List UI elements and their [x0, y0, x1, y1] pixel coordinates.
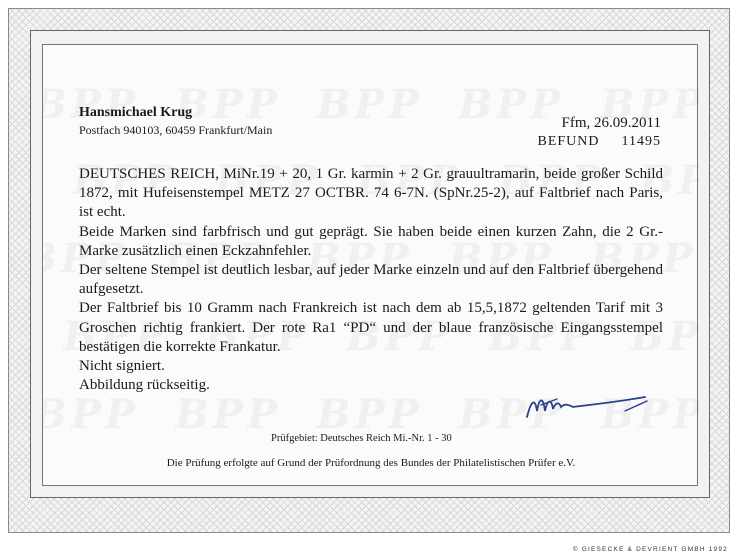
body-paragraph: Nicht signiert.	[79, 358, 165, 375]
body-paragraph: DEUTSCHES REICH, MiNr.19 + 20, 1 Gr. karmin + 2 Gr. grauultramarin, beide großer Schild 1872, mit Hufeisenstempel METZ 27 OCTBR. 74 6-7N. (SpNr.25-2), auf Faltbrief nach Paris, ist echt.	[79, 166, 663, 221]
footer-statement: Die Prüfung erfolgte auf Grund der Prüfordnung des Bundes der Philatelistischen Prüfer e.V.	[166, 457, 576, 469]
certificate-panel	[42, 44, 698, 486]
certificate-content	[43, 45, 699, 487]
pruefgebiet-line: Prüfgebiet: Deutsches Reich Mi.-Nr. 1 - 30	[271, 433, 452, 444]
befund-number: 11495	[621, 134, 661, 149]
signature-icon	[521, 387, 651, 427]
printer-imprint: © GIESECKE & DEVRIENT GMBH 1992	[572, 546, 728, 553]
certificate-date: Ffm, 26.09.2011	[561, 115, 661, 131]
body-paragraph: Der Faltbrief bis 10 Gramm nach Frankreich ist nach dem ab 15,5,1872 geltenden Tarif mit 3 Groschen richtig frankiert. Der rote Ra1 “PD“ und der blaue französische Eingangsstempel bestätigen die korrekte Frankatur.	[79, 300, 663, 355]
befund-label: BEFUND	[537, 134, 600, 149]
befund-line	[538, 134, 662, 150]
issuer-address: Postfach 940103, 60459 Frankfurt/Main	[79, 123, 273, 137]
body-paragraph: Beide Marken sind farbfrisch und gut geprägt. Sie haben beide einen kurzen Zahn, die 2 Gr.- Marke zusätzlich einen Eckzahnfehler.	[79, 223, 663, 259]
body-paragraph: Der seltene Stempel ist deutlich lesbar, auf jeder Marke einzeln und auf den Faltbrief übergehend aufgesetzt.	[79, 262, 663, 298]
issuer-name: Hansmichael Krug	[79, 105, 193, 120]
body-paragraph: Abbildung rückseitig.	[79, 377, 210, 394]
certificate-body	[79, 165, 663, 395]
